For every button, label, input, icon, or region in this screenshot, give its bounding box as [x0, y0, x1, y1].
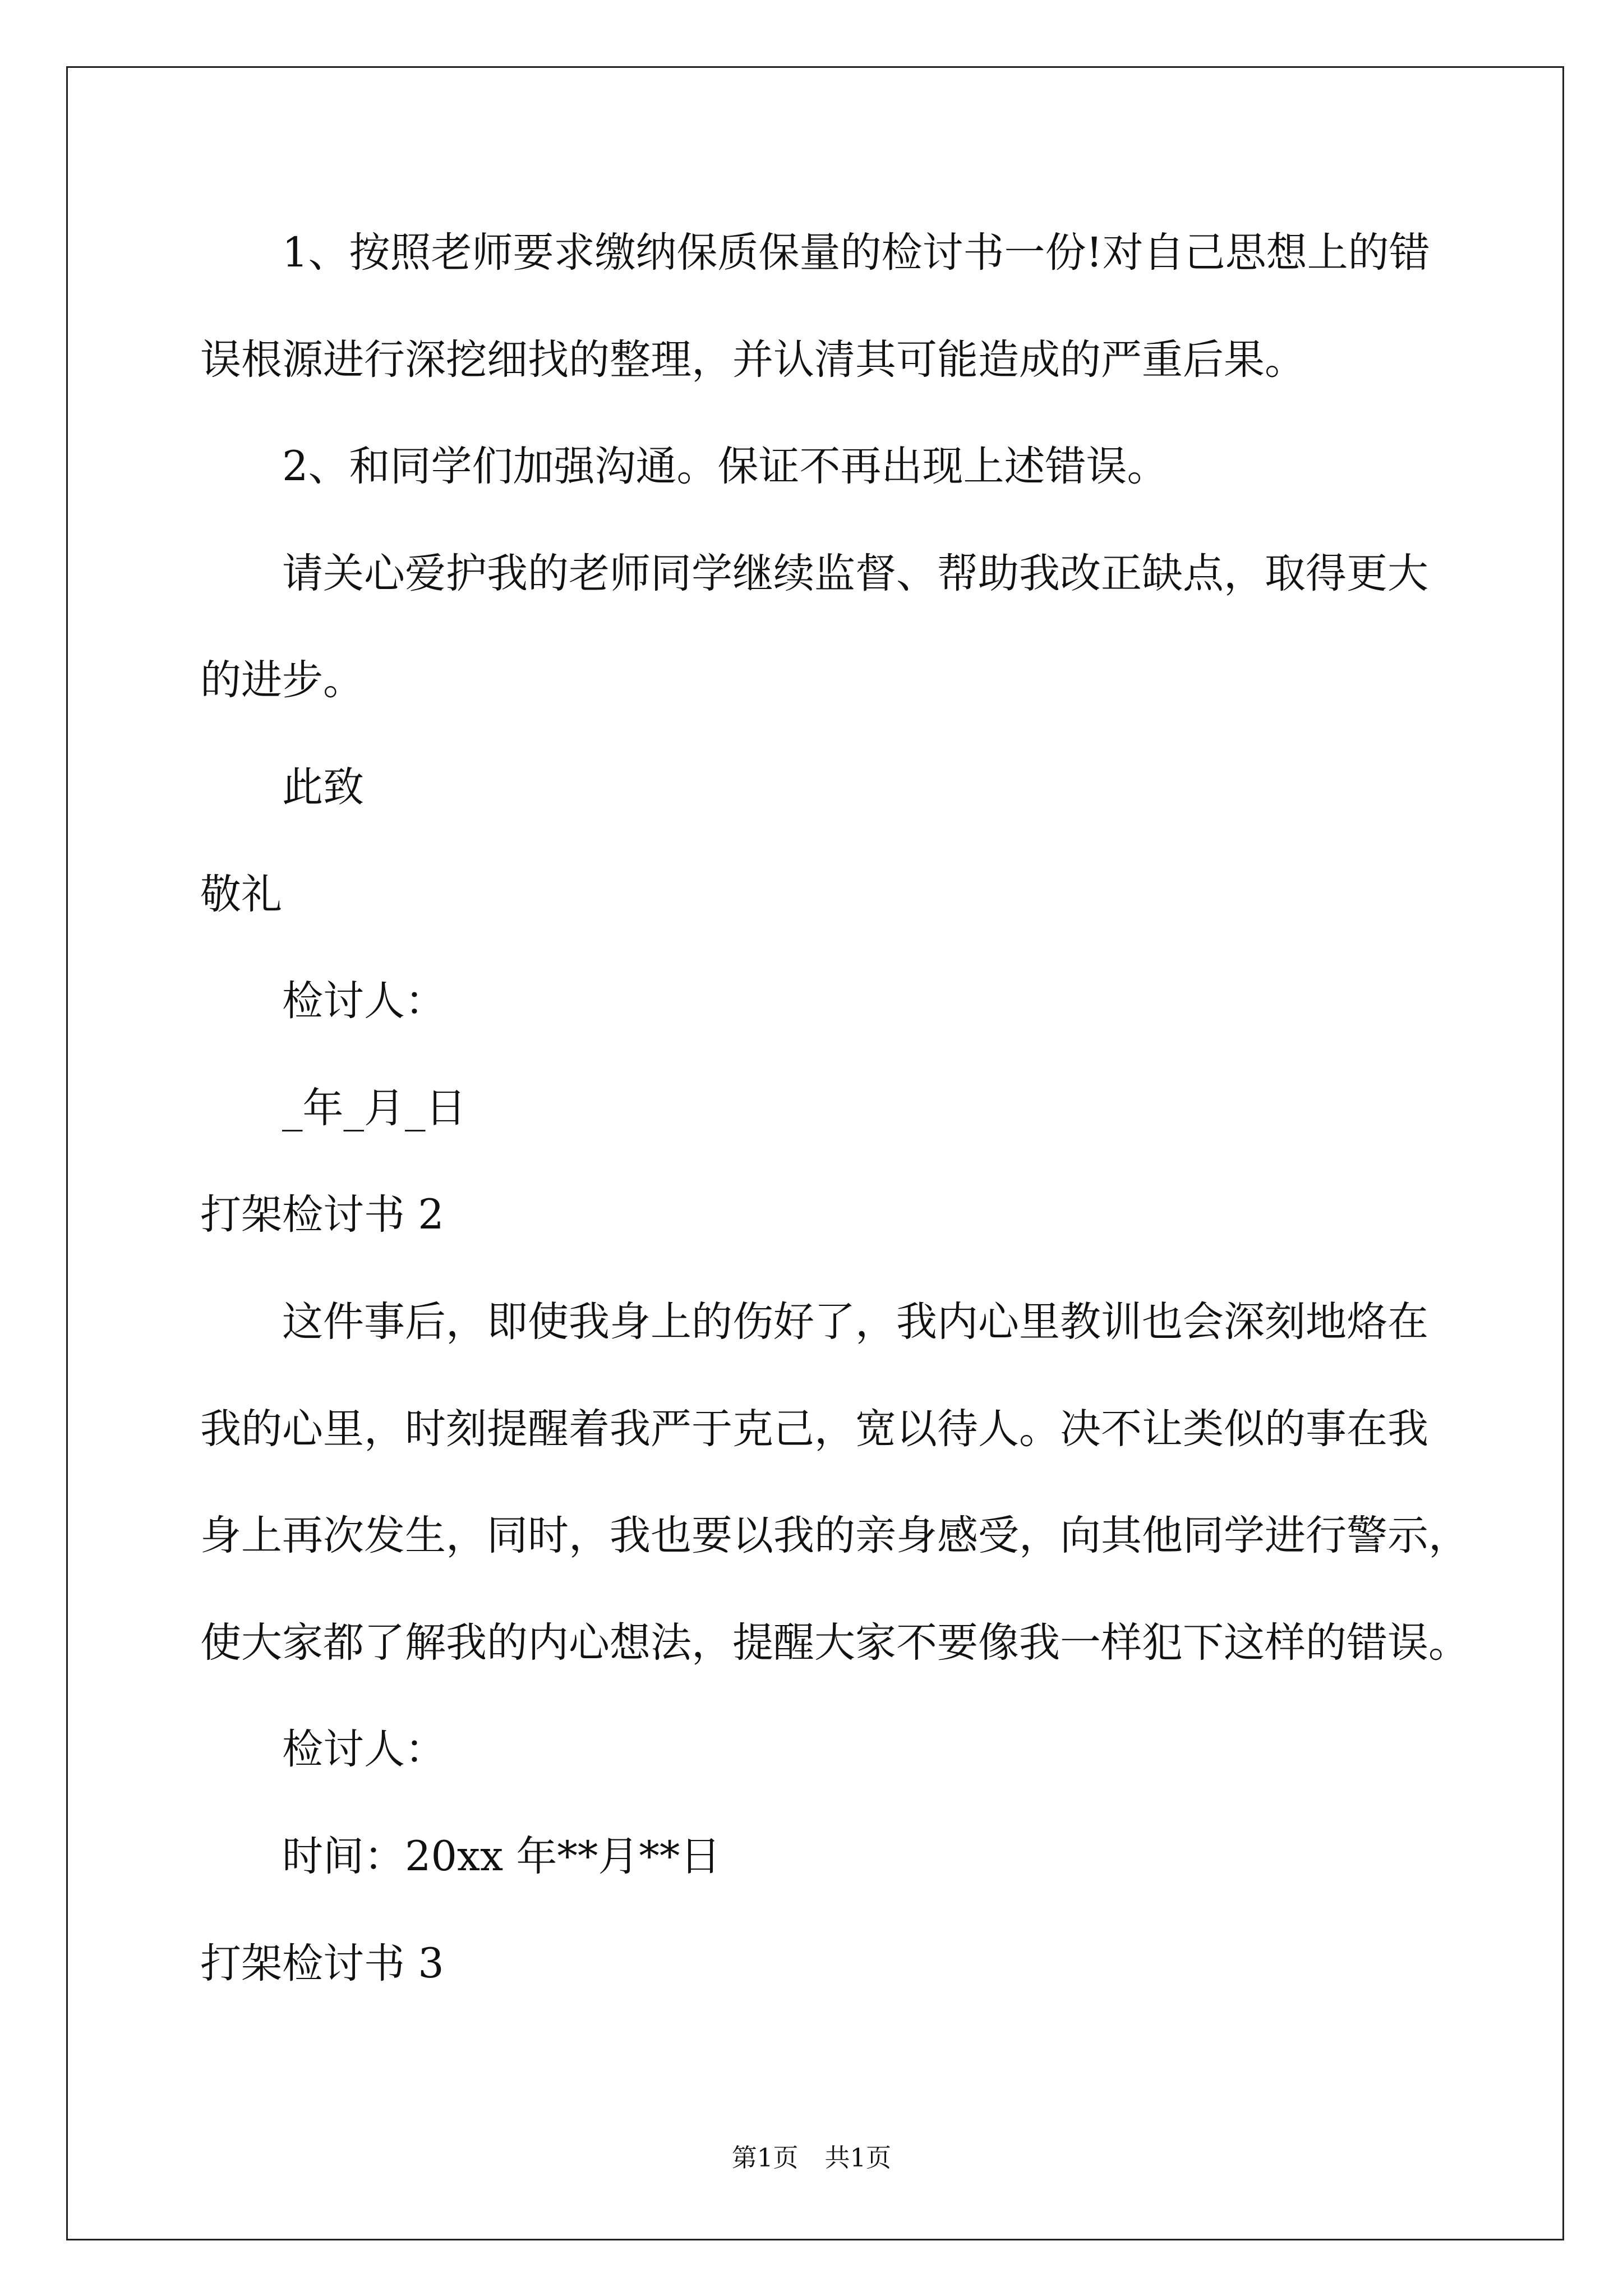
text-line: 这件事后，即使我身上的伤好了，我内心里教训也会深刻地烙在 [282, 1297, 1428, 1346]
text-line: 身上再次发生，同时，我也要以我的亲身感受，向其他同学进行警示， [200, 1512, 1469, 1560]
text-line: 我的心里，时刻提醒着我严于克己，宽以待人。决不让类似的事在我 [200, 1405, 1428, 1453]
page-number-current: 第1页 [731, 2143, 799, 2173]
paragraph-request [200, 521, 1490, 734]
paragraph-requirement-2 [200, 413, 1490, 521]
date-line: 时间：20xx 年**月**日 [282, 1832, 721, 1880]
text-line: 的进步。 [200, 656, 364, 705]
text-line: 请关心爱护我的老师同学继续监督、帮助我改正缺点，取得更大 [282, 549, 1428, 597]
text-line: 使大家都了解我的内心想法，提醒大家不要像我一样犯下这样的错误。 [200, 1618, 1469, 1667]
text-line: 误根源进行深挖细找的整理，并认清其可能造成的严重后果。 [200, 335, 1306, 384]
page-footer [0, 2141, 1623, 2175]
text-line: 2、和同学们加强沟通。保证不再出现上述错误。 [282, 443, 1168, 491]
section-title: 打架检讨书 3 [200, 1939, 444, 1987]
closing-phrase: 此致 [282, 763, 364, 811]
paragraph-reflection [200, 1269, 1490, 1696]
salutation: 敬礼 [200, 870, 282, 918]
date-line: _年_月_日 [282, 1084, 467, 1132]
page-number-total: 共1页 [824, 2143, 892, 2173]
signature-label: 检讨人： [282, 977, 446, 1025]
section-title: 打架检讨书 2 [200, 1191, 444, 1239]
paragraph-requirement-1 [200, 200, 1490, 413]
document-body [200, 200, 1490, 2017]
text-line: 1、按照老师要求缴纳保质保量的检讨书一份!对自己思想上的错 [282, 229, 1430, 277]
signature-label: 检讨人： [282, 1726, 446, 1774]
